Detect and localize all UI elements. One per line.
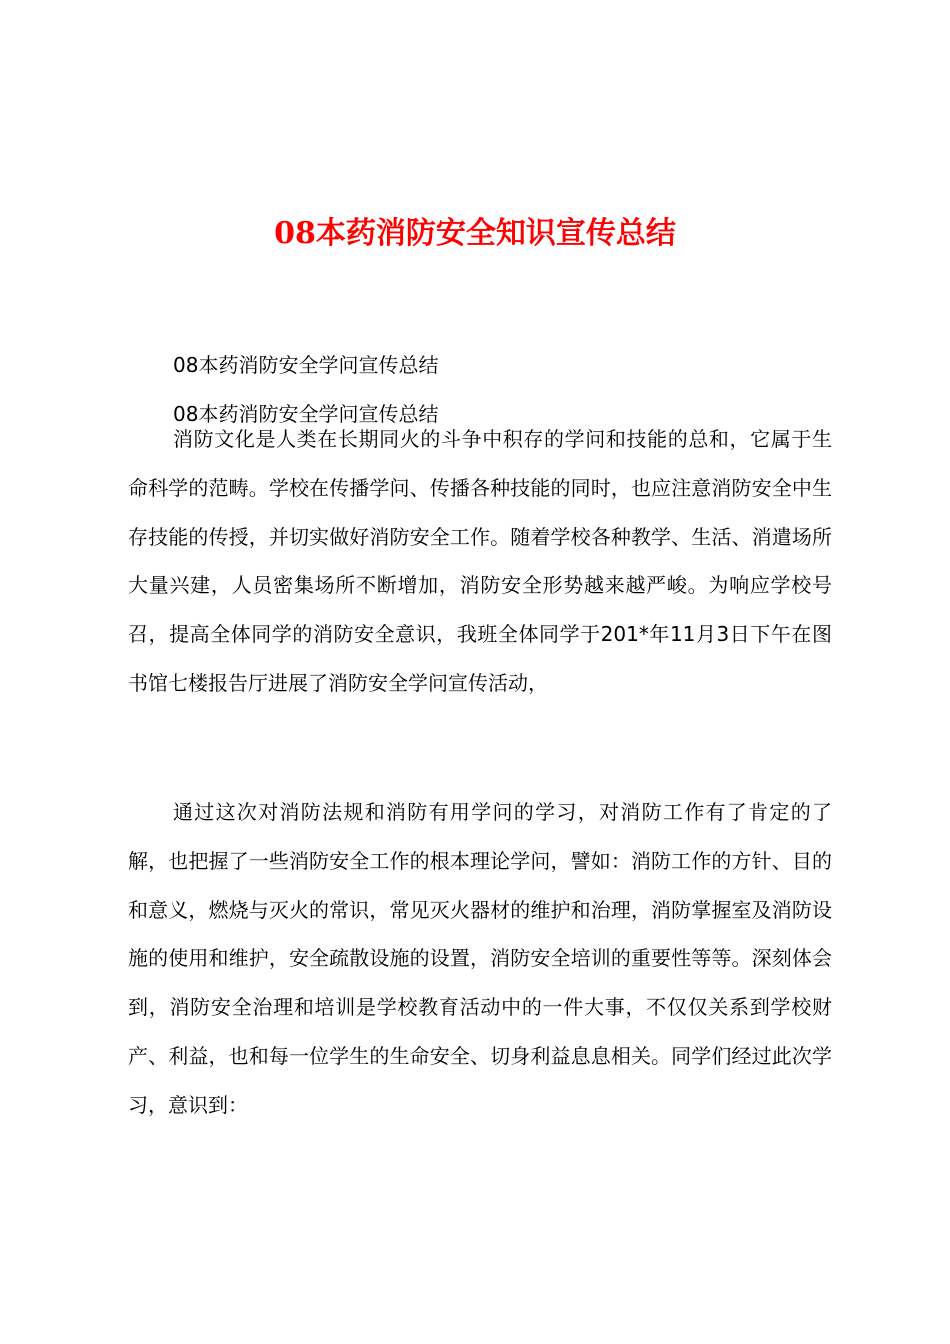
paragraph-1: 消防文化是人类在长期同火的斗争中积存的学问和技能的总和，它属于生命科学的范畴。学校在传播学问、传播各种技能的同时，也应注意消防安全中生存技能的传授，并切实做好消防安全工作。随着学校各种教学、生活、消遣场所大量兴建，人员密集场所不断增加，消防安全形势越来越严峻。为响应学校号召，提高全体同学的消防安全意识，我班全体同学于201*年11月3日下午在图书馆七楼报告厅进展了消防安全学问宣传活动，: [128, 427, 832, 695]
subtitle-line-2: 08本药消防安全学问宣传总结: [173, 402, 439, 426]
document-title: 08本药消防安全知识宣传总结: [274, 216, 676, 251]
subtitle-line-1: 08本药消防安全学问宣传总结: [173, 353, 439, 377]
paragraph-2: 通过这次对消防法规和消防有用学问的学习，对消防工作有了肯定的了解，也把握了一些消防安全工作的根本理论学问，譬如：消防工作的方针、目的和意义，燃烧与灭火的常识，常见灭火器材的维护和治理，消防掌握室及消防设施的使用和维护，安全疏散设施的设置，消防安全培训的重要性等等。深刻体会到，消防安全治理和培训是学校教育活动中的一件大事，不仅仅关系到学校财产、利益，也和每一位学生的生命安全、切身利益息息相关。同学们经过此次学习，意识到：: [128, 800, 832, 1117]
